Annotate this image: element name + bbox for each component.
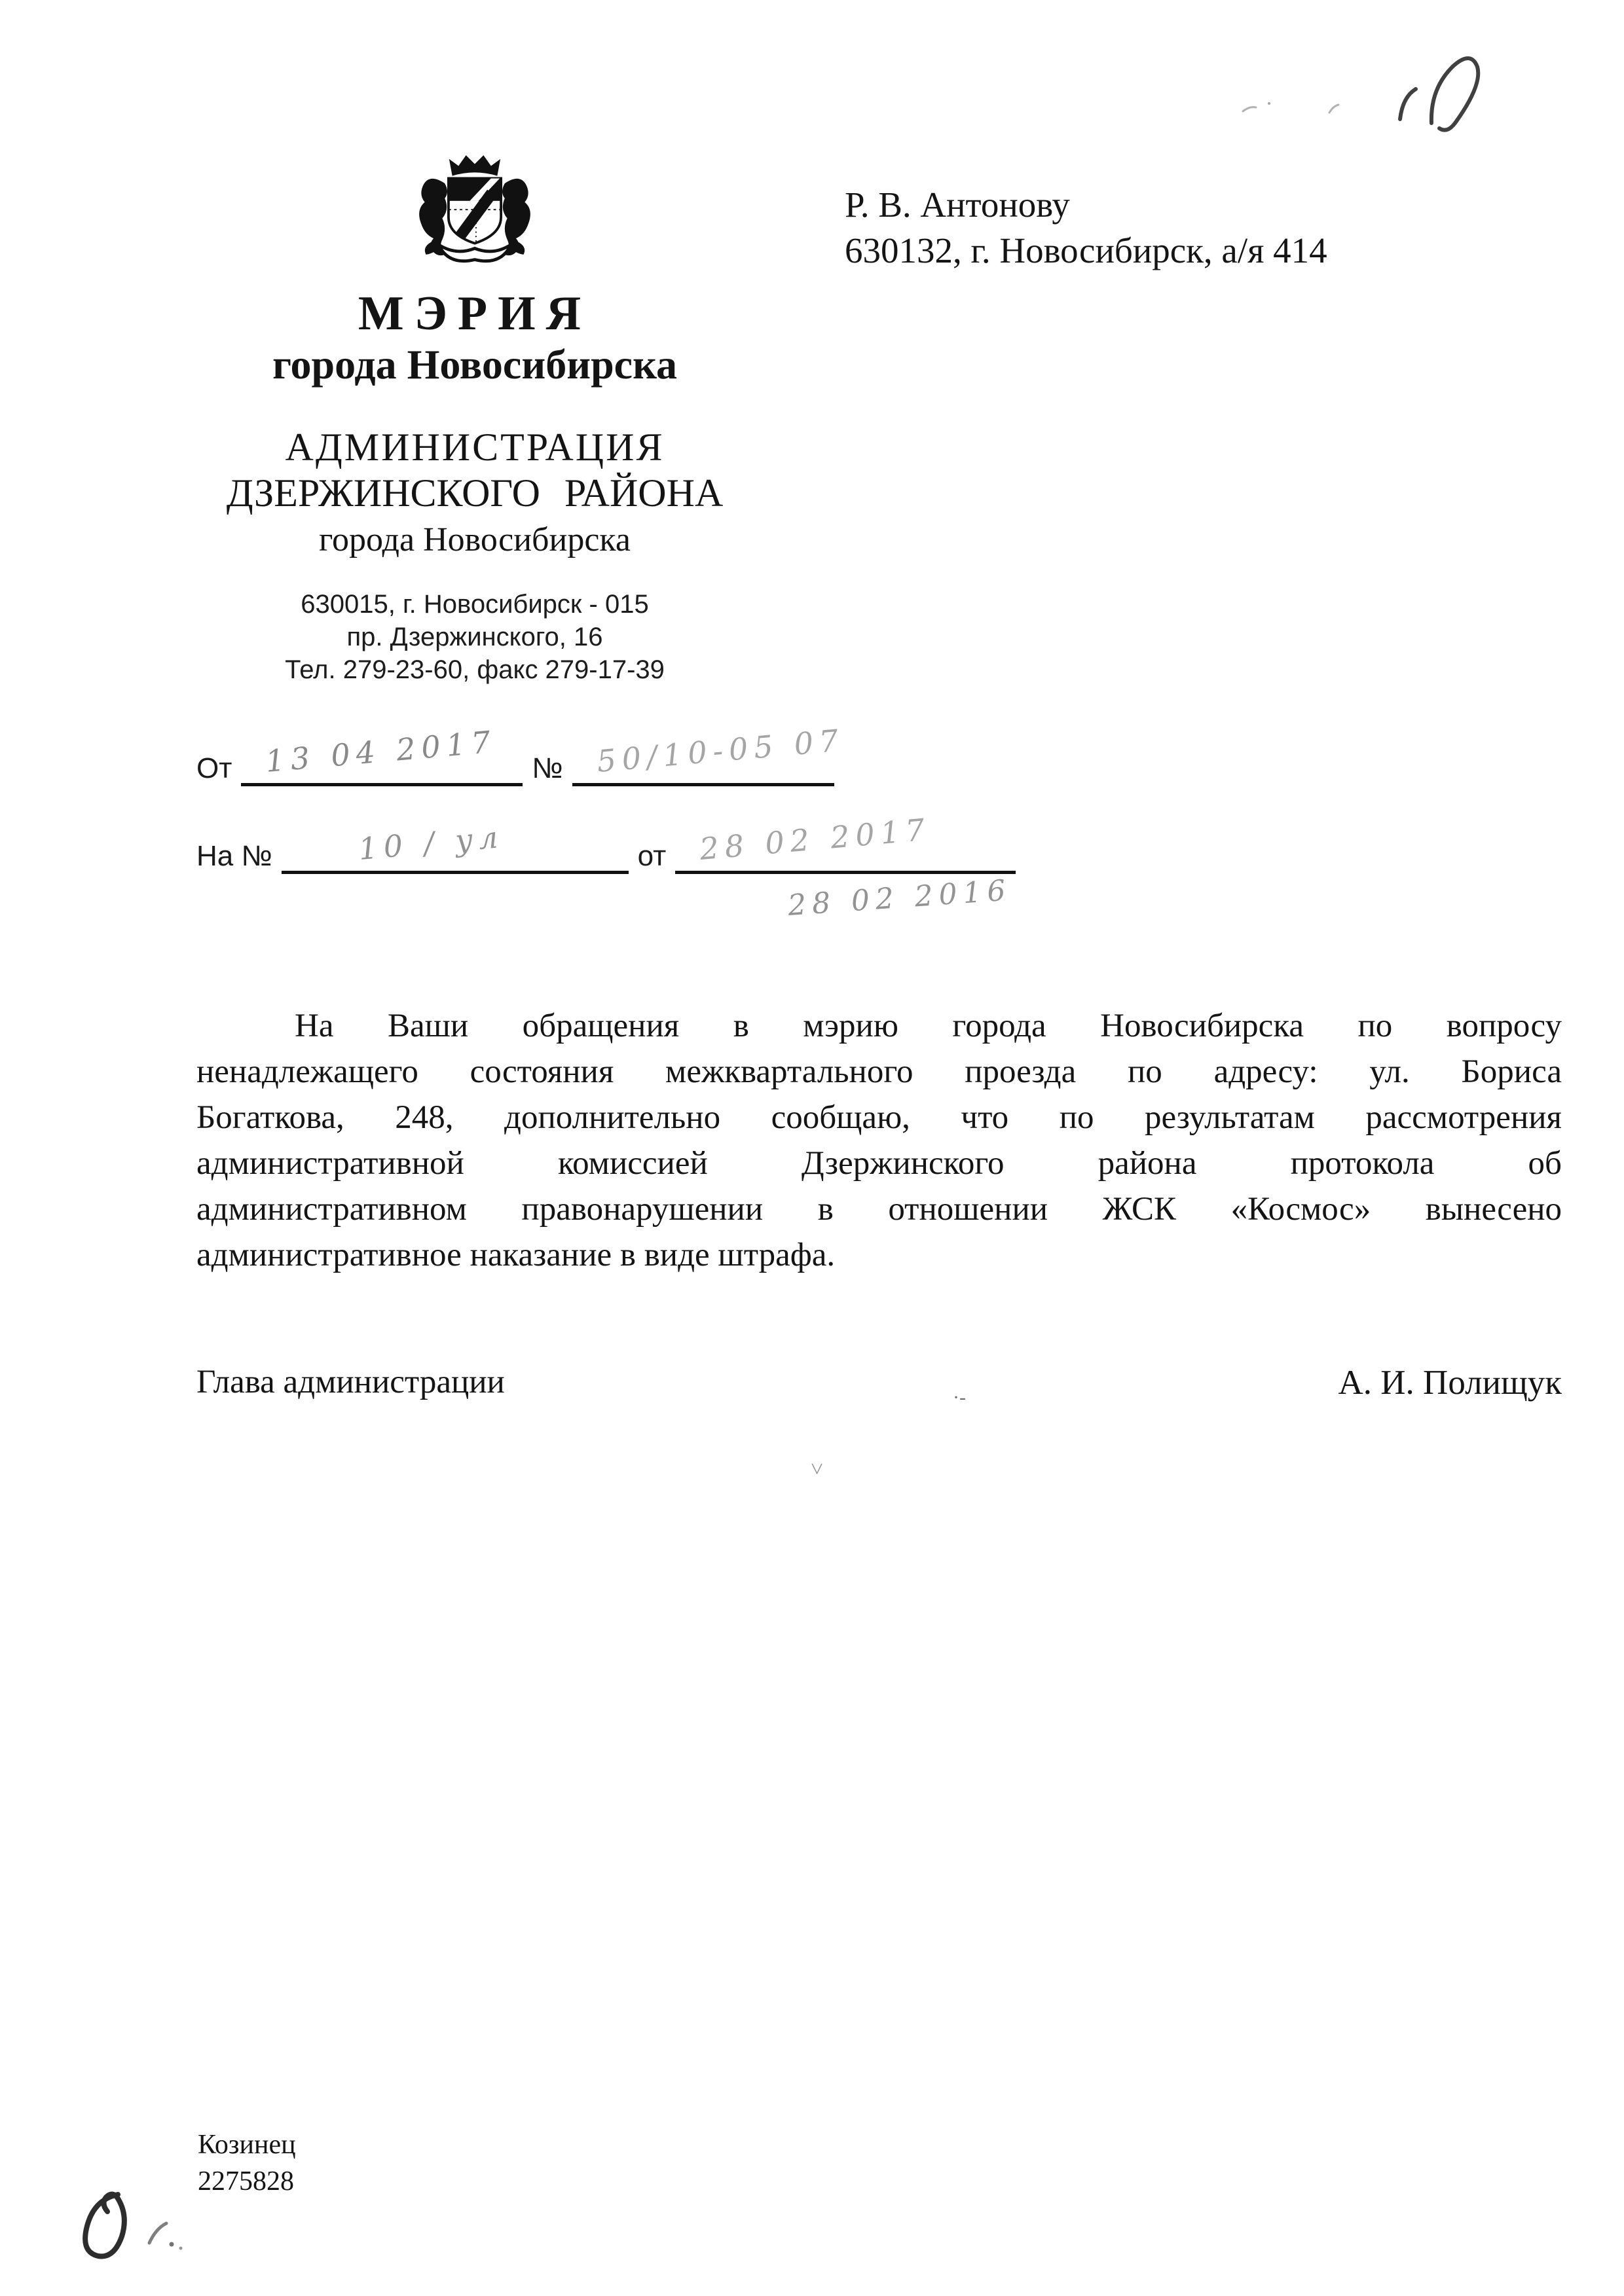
recipient-name: Р. В. Антонову <box>845 185 1070 225</box>
coat-of-arms <box>151 149 799 275</box>
na-ot-date-handwritten: 28 02 2017 <box>698 811 932 867</box>
na-ot-date-handwritten-2: 28 02 2016 <box>786 873 1013 922</box>
signer-title: Глава администрации <box>196 1364 505 1400</box>
sender-address-block <box>151 588 799 686</box>
no-label: № <box>532 752 563 784</box>
body-line: административное наказание в виде штрафа. <box>196 1237 836 1273</box>
scrawl-icon <box>1231 26 1506 137</box>
body-line: административной комиссией Дзержинского района протокола об <box>196 1145 1562 1182</box>
sender-postal-line: 630015, г. Новосибирск - 015 <box>301 590 649 619</box>
no-handwritten: 50/10-05 07 <box>595 722 845 779</box>
org-name-line1: МЭРИЯ <box>358 287 592 340</box>
sender-street-line: пр. Дзержинского, 16 <box>346 623 603 651</box>
novosibirsk-coat-of-arms-icon <box>406 149 544 275</box>
no-field <box>572 722 845 786</box>
executor-phone: 2275828 <box>198 2166 294 2196</box>
ot-label: От <box>196 752 232 784</box>
department-line2: ДЗЕРЖИНСКОГО РАЙОНА <box>226 471 724 515</box>
signer-name: А. И. Полищук <box>1338 1364 1562 1402</box>
letterhead <box>151 149 799 686</box>
reference-row-outgoing <box>196 722 845 786</box>
na-no-handwritten: 10 / ул <box>356 818 506 867</box>
department-line3: города Новосибирска <box>319 521 631 558</box>
na-ot-label: от <box>637 840 667 872</box>
recipient-address: 630132, г. Новосибирск, а/я 414 <box>845 230 1327 270</box>
na-no-label: На № <box>196 840 272 872</box>
body-line: Богаткова, 248, дополнительно сообщаю, что по результатам рассмотрения <box>196 1099 1562 1136</box>
pencil-speck-2: ˅ <box>811 1457 824 1482</box>
handwritten-bottom-mark <box>72 2180 282 2282</box>
body-line: ненадлежащего состояния межквартального проезда по адресу: ул. Бориса <box>196 1053 1562 1090</box>
handwritten-corner-mark <box>1231 26 1506 141</box>
department-block <box>151 424 799 562</box>
na-no-field <box>282 818 629 874</box>
department-line1: АДМИНИСТРАЦИЯ <box>285 426 665 469</box>
org-name-line2: города Новосибирска <box>272 341 677 388</box>
body-line: административном правонарушении в отношении ЖСК «Космос» вынесено <box>196 1191 1562 1228</box>
reference-row-incoming <box>196 811 1025 874</box>
letter-body <box>196 1003 1562 1278</box>
body-line: На Ваши обращения в мэрию города Новосибирска по вопросу <box>295 1008 1562 1044</box>
executor-name: Козинец <box>198 2130 296 2160</box>
ot-date-field <box>241 723 523 786</box>
ot-date-handwritten: 13 04 2017 <box>264 723 498 779</box>
sender-phone-line: Тел. 279-23-60, факс 279-17-39 <box>285 655 665 684</box>
recipient-block <box>845 182 1327 274</box>
na-ot-date-field <box>675 811 1016 874</box>
pencil-speck-1: ·- <box>953 1387 966 1408</box>
scrawl-icon <box>72 2180 282 2278</box>
